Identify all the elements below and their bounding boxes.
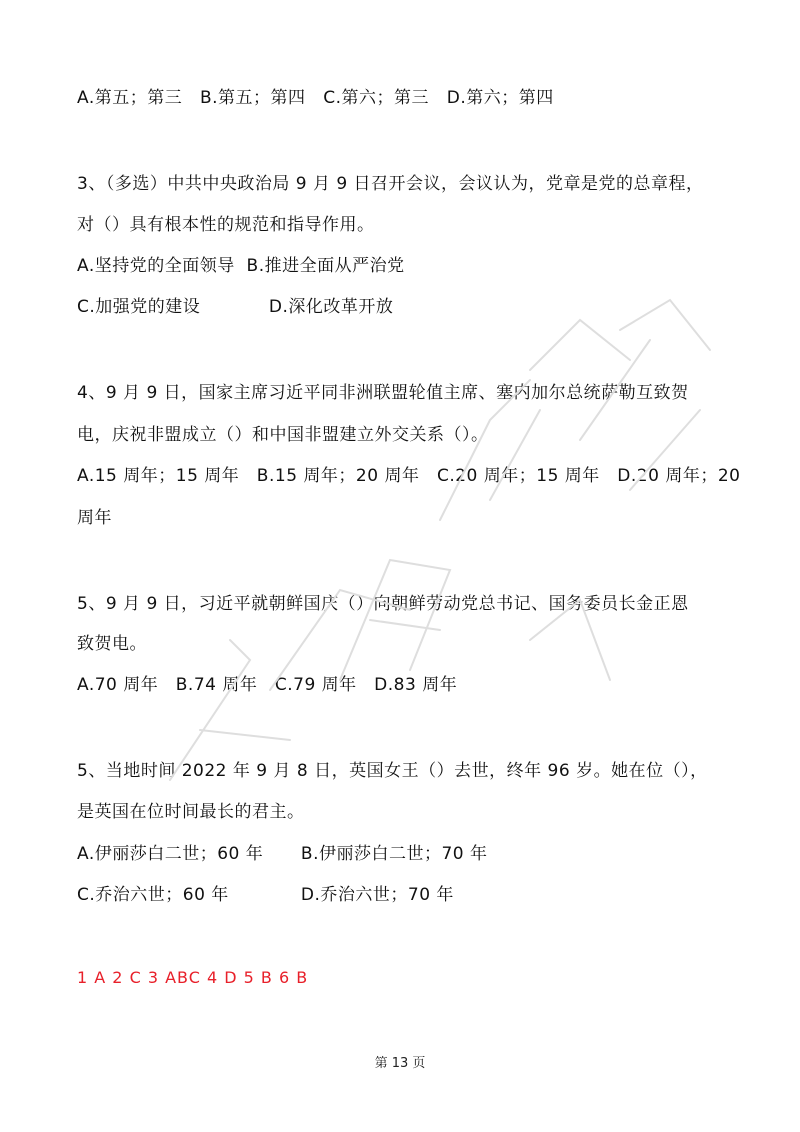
q4-stem-line2: 电，庆祝非盟成立（）和中国非盟建立外交关系（）。	[77, 425, 489, 445]
q3-options-row1	[77, 254, 405, 278]
q3-option-a: A.坚持党的全面领导	[77, 256, 235, 276]
q5a-options: A.70 周年 B.74 周年 C.79 周年 D.83 周年	[77, 675, 458, 695]
q5b-option-b: B.伊丽莎白二世；70 年	[300, 844, 488, 864]
q2-option-b: B.第五；第四	[199, 88, 306, 108]
q5b-option-d: D.乔治六世；70 年	[300, 885, 454, 905]
q3-option-b: B.推进全面从严治党	[246, 256, 405, 276]
q5a-stem-line1: 5、9 月 9 日，习近平就朝鲜国庆（）向朝鲜劳动党总书记、国务委员长金正恩	[77, 594, 689, 614]
q2-option-a: A.第五；第三	[77, 88, 183, 108]
q3-stem-line2: 对（）具有根本性的规范和指导作用。	[77, 215, 375, 235]
q4-options-wrap: 周年	[77, 508, 112, 528]
q5b-option-a: A.伊丽莎白二世；60 年	[77, 844, 264, 864]
q5b-option-c: C.乔治六世；60 年	[77, 885, 229, 905]
q3-option-d: D.深化改革开放	[268, 297, 394, 317]
q2-option-d: D.第六；第四	[446, 88, 554, 108]
q5b-stem-line1: 5、当地时间 2022 年 9 月 8 日，英国女王（）去世，终年 96 岁。她在位（），	[77, 761, 708, 781]
q5b-options-row2	[77, 883, 454, 907]
q3-stem-line1: 3、（多选）中共中央政治局 9 月 9 日召开会议，会议认为，党章是党的总章程，	[77, 174, 704, 194]
q3-options-row2	[77, 295, 393, 319]
q3-option-c: C.加强党的建设	[77, 297, 201, 317]
q4-options: A.15 周年；15 周年 B.15 周年；20 周年 C.20 周年；15 周年 D.20 周年；20	[77, 466, 741, 486]
q2-options	[77, 86, 554, 110]
q5b-stem-line2: 是英国在位时间最长的君主。	[77, 802, 305, 822]
q2-option-c: C.第六；第三	[323, 88, 430, 108]
page-number: 第 13 页	[374, 1056, 426, 1071]
q4-stem-line1: 4、9 月 9 日，国家主席习近平同非洲联盟轮值主席、塞内加尔总统萨勒互致贺	[77, 383, 689, 403]
answer-key: 1 A 2 C 3 ABC 4 D 5 B 6 B	[77, 968, 309, 987]
q5a-stem-line2: 致贺电。	[77, 634, 147, 654]
watermark-graphic	[110, 260, 750, 820]
q5b-options-row1	[77, 842, 488, 866]
